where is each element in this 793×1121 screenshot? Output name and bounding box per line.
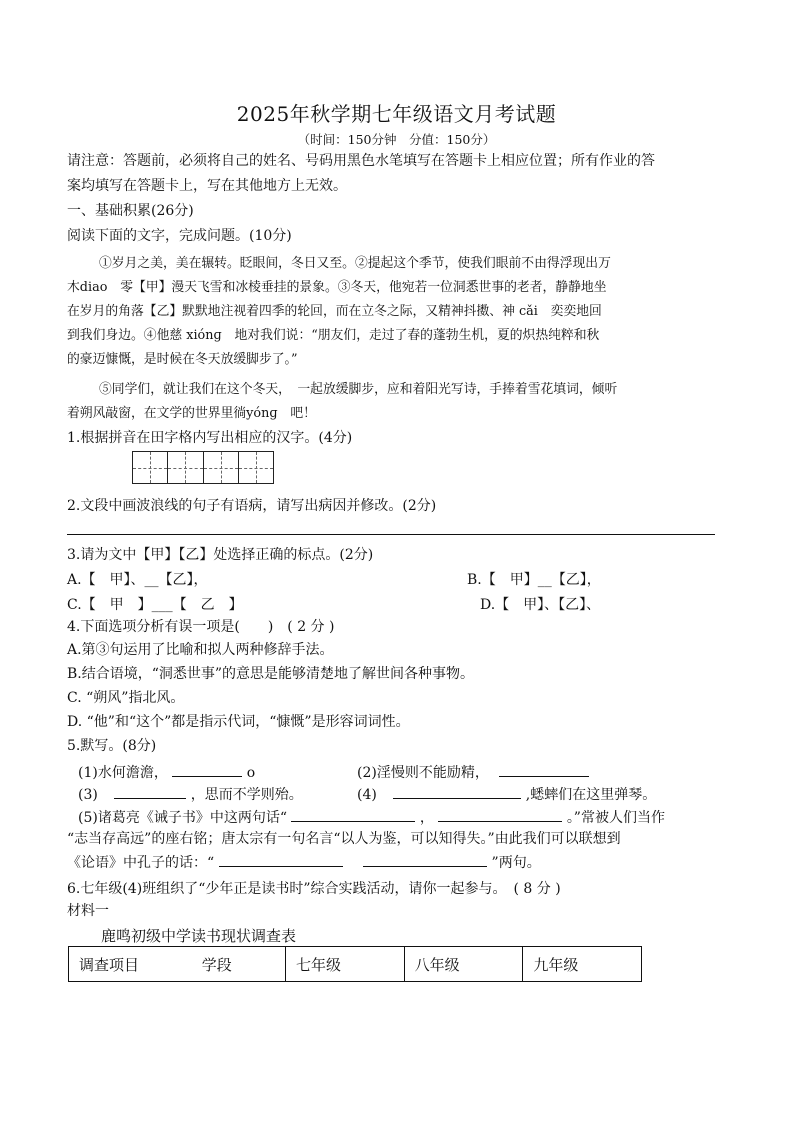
table-row <box>69 947 642 982</box>
q4-option-a: A.第③句运用了比喻和拟人两种修辞手法。 <box>67 642 334 658</box>
dictation-text: (5)诸葛亮《诫子书》中这两句话“ <box>78 810 287 826</box>
section-heading: 一、基础积累(26分) <box>67 203 194 219</box>
grid-cell[interactable] <box>133 452 168 483</box>
answer-blank[interactable] <box>114 783 186 799</box>
dictation-text: 。”常被人们当作 <box>566 810 665 826</box>
dictation-text: ”两句。 <box>491 855 541 871</box>
answer-blank[interactable] <box>393 783 521 799</box>
dictation-line-1 <box>78 761 255 783</box>
grid-cell[interactable] <box>204 452 239 483</box>
exam-time-score: （时间：150分钟 分值：150分） <box>297 132 496 147</box>
header-item: 调查项目 <box>79 955 140 974</box>
dictation-line-6: “志当存高远”的座右铭；唐太宗有一句名言“以人为鉴，可以知得失。”由此我们可以联想到 <box>67 831 621 847</box>
notice-line-2: 案均填写在答题卡上，写在其他地方上无效。 <box>67 178 347 194</box>
question-4: 4.下面选项分析有误一项是( ) ( 2 分 ) <box>67 619 335 635</box>
table-header-cell <box>69 947 286 982</box>
q4-option-d: D. “他”和“这个”都是指示代词，“慷慨”是形容词词性。 <box>67 714 410 730</box>
dictation-line-5 <box>78 806 665 828</box>
dictation-line-2 <box>357 761 589 783</box>
q3-option-c: C.【 甲 】___【 乙 】 <box>67 597 243 613</box>
dictation-line-3 <box>78 783 303 805</box>
answer-blank[interactable] <box>438 806 562 822</box>
dictation-text: ,蟋蟀们在这里弹琴。 <box>525 787 657 803</box>
table-cell: 七年级 <box>286 947 405 982</box>
q3-option-a: A.【 甲】、__【乙】， <box>67 572 208 588</box>
q4-option-c: C. “朔风”指北风。 <box>67 690 185 706</box>
question-2: 2.文段中画波浪线的句子有语病，请写出病因并修改。(2分) <box>67 498 437 514</box>
answer-blank[interactable] <box>172 761 242 777</box>
answer-line[interactable] <box>67 534 715 535</box>
question-5: 5.默写。(8分) <box>67 738 157 754</box>
survey-table <box>68 946 642 982</box>
dictation-text: ，思而不学则殆。 <box>190 787 303 803</box>
table-cell: 八年级 <box>404 947 523 982</box>
q3-option-b: B.【 甲】__【乙】， <box>467 572 601 588</box>
dictation-text: o <box>246 765 256 781</box>
dictation-line-4 <box>357 783 656 805</box>
q4-option-b: B.结合语境，“洞悉世事”的意思是能够清楚地了解世间各种事物。 <box>67 666 475 682</box>
answer-blank[interactable] <box>363 851 487 867</box>
passage-line: ⑤同学们，就让我们在这个冬天， 一起放缓脚步，应和着阳光写诗，手捧着雪花填词，倾听 <box>99 382 618 397</box>
tianzige-grid[interactable] <box>132 451 274 484</box>
grid-cell[interactable] <box>168 452 203 483</box>
passage-line: 的豪迈慷慨，是时候在冬天放缓脚步了。” <box>67 352 298 367</box>
material-label: 材料一 <box>67 903 109 919</box>
dictation-text: ， <box>419 810 434 826</box>
dictation-text: 《论语》中孔子的话：“ <box>67 855 215 871</box>
dictation-text: (4) <box>357 787 377 803</box>
notice-line-1: 请注意：答题前，必须将自己的姓名、号码用黑色水笔填写在答题卡上相应位置；所有作业的答 <box>67 153 655 169</box>
dictation-text: (3) <box>78 787 98 803</box>
header-grade: 学段 <box>201 955 232 974</box>
passage-line: 着朔风敲窗，在文学的世界里徜yónɡ 吧！ <box>67 406 316 421</box>
passage-line: 在岁月的角落【乙】默默地注视着四季的轮回，而在立冬之际，又精神抖擞、神 cǎi 奕奕地回 <box>67 304 602 319</box>
passage-line: 木diao 零【甲】漫天飞雪和冰棱垂挂的景象。③冬天，他宛若一位洞悉世事的老者，静静地坐 <box>67 280 607 295</box>
grid-cell[interactable] <box>239 452 273 483</box>
table-cell: 九年级 <box>523 947 642 982</box>
page-title: 2025年秋学期七年级语文月考试题 <box>236 102 557 126</box>
question-1: 1.根据拼音在田字格内写出相应的汉字。(4分) <box>67 430 353 446</box>
answer-blank[interactable] <box>219 851 343 867</box>
question-3: 3.请为文中【甲】【乙】处选择正确的标点。(2分) <box>67 547 374 563</box>
passage-line: 到我们身边。④他慈 xiónɡ 地对我们说：“朋友们，走过了春的蓬勃生机，夏的炽热纯粹和秋 <box>67 328 600 343</box>
dictation-line-7 <box>67 851 541 873</box>
q3-option-d: D.【 甲】、【乙】、 <box>480 597 601 613</box>
reading-intro: 阅读下面的文字，完成问题。(10分) <box>67 228 292 244</box>
dictation-text: (1)水何澹澹， <box>78 765 168 781</box>
dictation-text: (2)淫慢则不能励精， <box>357 765 489 781</box>
answer-blank[interactable] <box>291 806 415 822</box>
answer-blank[interactable] <box>499 761 589 777</box>
question-6: 6.七年级(4)班组织了“少年正是读书时”综合实践活动，请你一起参与。 ( 8 分 ) <box>67 881 561 897</box>
passage-line: ①岁月之美，美在辗转。眨眼间，冬日又至。②提起这个季节，使我们眼前不由得浮现出万 <box>99 256 611 271</box>
table-caption: 鹿鸣初级中学读书现状调查表 <box>101 927 297 945</box>
